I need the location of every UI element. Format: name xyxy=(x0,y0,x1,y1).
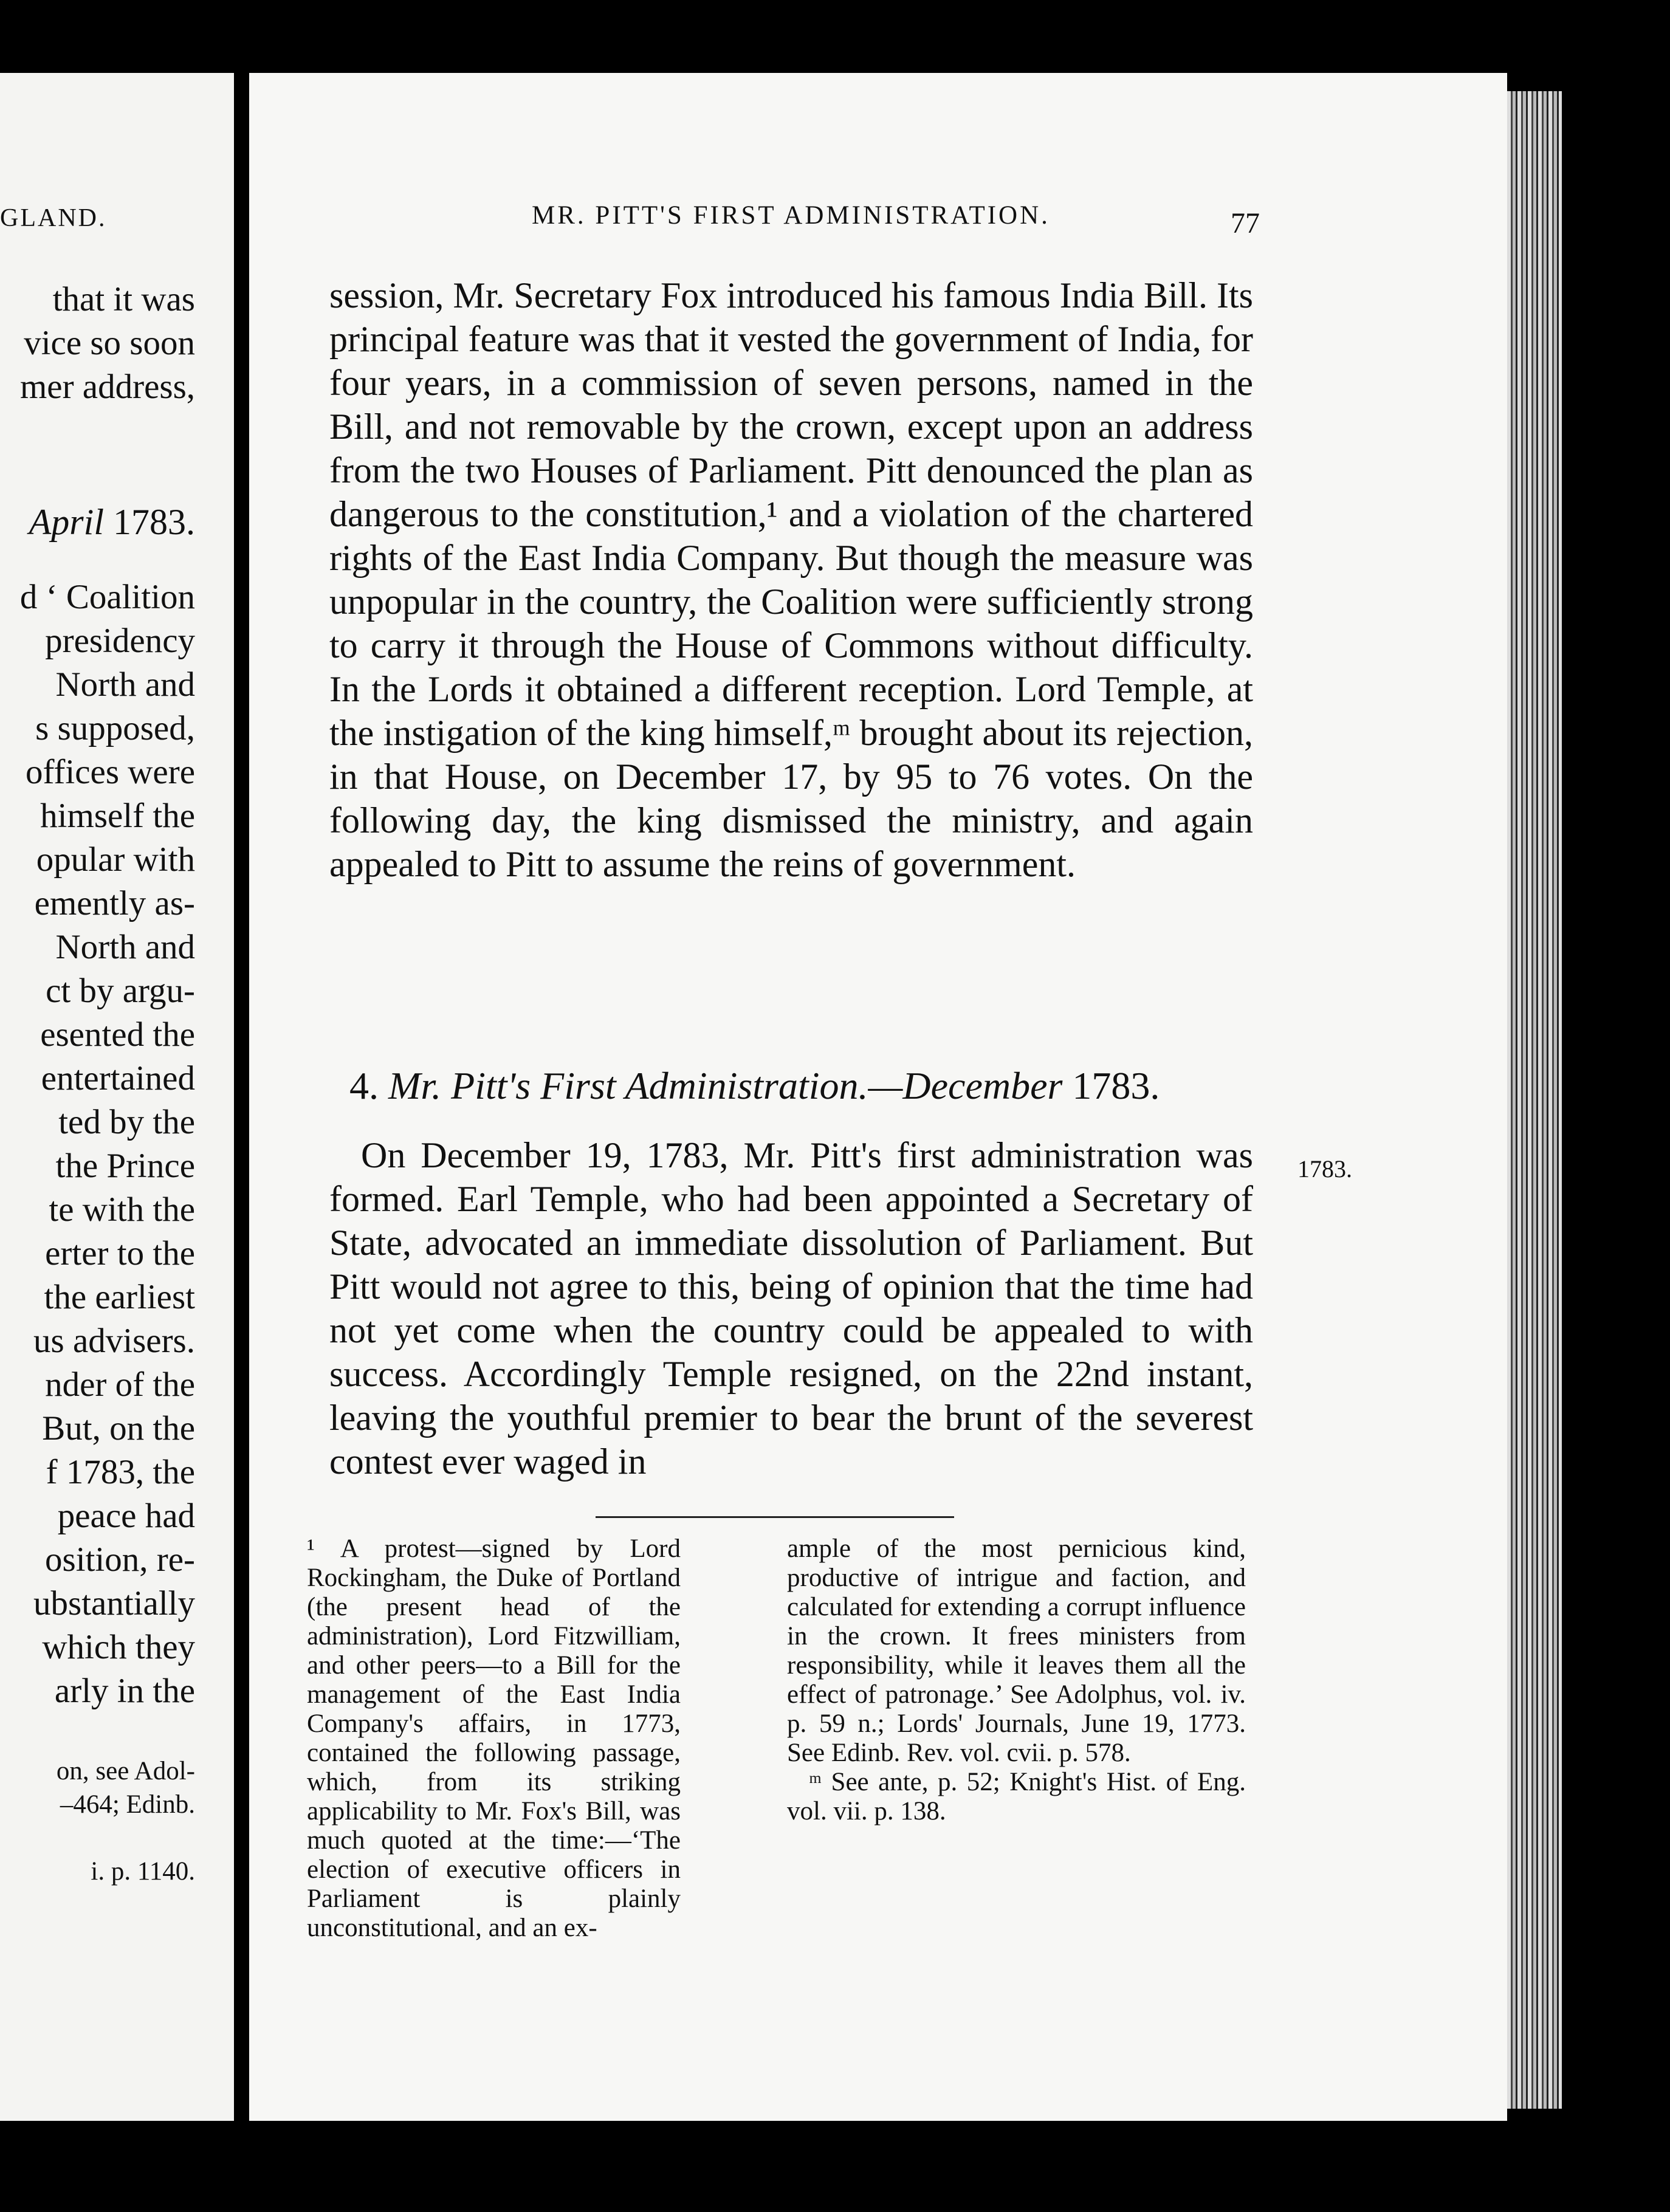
footnote-m: ᵐ See ante, p. 52; Knight's Hist. of Eng. vol. vii. p. 138. xyxy=(787,1768,1246,1826)
footnote-rule xyxy=(596,1516,954,1518)
left-line: nder of the xyxy=(45,1365,195,1404)
left-line: that it was xyxy=(52,280,195,318)
left-line: te with the xyxy=(49,1190,195,1229)
left-line: vice so soon xyxy=(24,324,195,362)
running-head: MR. PITT'S FIRST ADMINISTRATION. xyxy=(532,201,1050,230)
paragraph-2: On December 19, 1783, Mr. Pitt's first administration was formed. Earl Temple, who had been appointed a Secretary of State, advocated an immediate dissolution of Parliament. But Pitt would not agree to this, being of opinion that the time had not yet come when the country could be appealed to with success. Accordingly Temple resigned, on the 22nd instant, leaving the youthful premier to bear the brunt of the severest contest ever waged in xyxy=(329,1135,1253,1482)
right-page xyxy=(249,73,1507,2121)
section-heading: 4. Mr. Pitt's First Administration.—December 1783. xyxy=(349,1064,1160,1107)
left-footnote-line: –464; Edinb. xyxy=(60,1790,195,1819)
left-line: arly in the xyxy=(54,1672,195,1710)
left-line: esented the xyxy=(40,1015,195,1054)
left-line: ubstantially xyxy=(33,1584,195,1623)
left-heading: April 1783. xyxy=(29,502,195,542)
left-line: emently as- xyxy=(34,884,195,922)
page-edges xyxy=(1507,91,1562,2109)
left-line: us advisers. xyxy=(33,1322,195,1360)
left-line: the Prince xyxy=(55,1147,195,1185)
page-number: 77 xyxy=(1231,207,1260,239)
left-page xyxy=(0,73,234,2121)
left-line: ct by argu- xyxy=(46,972,195,1010)
left-line: opular with xyxy=(36,840,195,879)
footnote-right-column xyxy=(787,1534,1246,1826)
footnote-left-column: ¹ A protest—signed by Lord Rockingham, the Duke of Portland (the present head of the administration), Lord Fitzwilliam, and other peers—to a Bill for the management of the East India Company's affairs, in 1773, contained the following passage, which, from its striking applicability to Mr. Fox's Bill, was much quoted at the time:—‘The election of executive officers in Parliament is plainly unconstitutional, and an ex- xyxy=(307,1534,681,1942)
left-line: erter to the xyxy=(45,1234,195,1273)
left-line: But, on the xyxy=(42,1409,195,1448)
left-line: peace had xyxy=(57,1497,195,1535)
left-line: entertained xyxy=(41,1059,195,1097)
footnote-continuation: ample of the most pernicious kind, productive of intrigue and faction, and calculated for extending a corrupt influence in the crown. It frees ministers from responsibility, while it leaves them all the effect of patronage.’ See Adolphus, vol. iv. p. 59 n.; Lords' Journals, June 19, 1773. See Edinb. Rev. vol. cvii. p. 578. xyxy=(787,1534,1246,1767)
left-line: North and xyxy=(55,928,195,966)
left-line: which they xyxy=(42,1628,195,1666)
left-line: mer address, xyxy=(19,368,195,406)
paragraph-1: session, Mr. Secretary Fox introduced his famous India Bill. Its principal feature was that it vested the government of India, for four years, in a commission of seven persons, named in the Bill, and not removable by the crown, except upon an address from the two Houses of Parliament. Pitt denounced the plan as dangerous to the constitution,¹ and a violation of the chartered rights of the East India Company. But though the measure was unpopular in the country, the Coalition were sufficiently strong to carry it through the House of Commons without difficulty. In the Lords it obtained a different reception. Lord Temple, at the instigation of the king himself,ᵐ brought about its rejection, in that House, on December 17, by 95 to 76 votes. On the following day, the king dismissed the ministry, and again appealed to Pitt to assume the reins of government. xyxy=(329,275,1253,884)
left-footnote-line: i. p. 1140. xyxy=(91,1857,195,1886)
left-line: f 1783, the xyxy=(46,1453,195,1491)
left-line: d ‘ Coalition xyxy=(19,578,195,616)
left-line: himself the xyxy=(40,797,195,835)
left-line: ted by the xyxy=(58,1103,195,1141)
left-line: s supposed, xyxy=(35,709,195,747)
left-line: offices were xyxy=(25,753,195,791)
left-footnote-line: on, see Adol- xyxy=(56,1757,195,1785)
left-running-head: GLAND. xyxy=(0,204,107,232)
left-line: osition, re- xyxy=(45,1540,195,1579)
left-line: the earliest xyxy=(44,1278,195,1316)
left-line: presidency xyxy=(45,622,195,660)
margin-note: 1783. xyxy=(1297,1155,1352,1183)
left-line: North and xyxy=(55,665,195,704)
